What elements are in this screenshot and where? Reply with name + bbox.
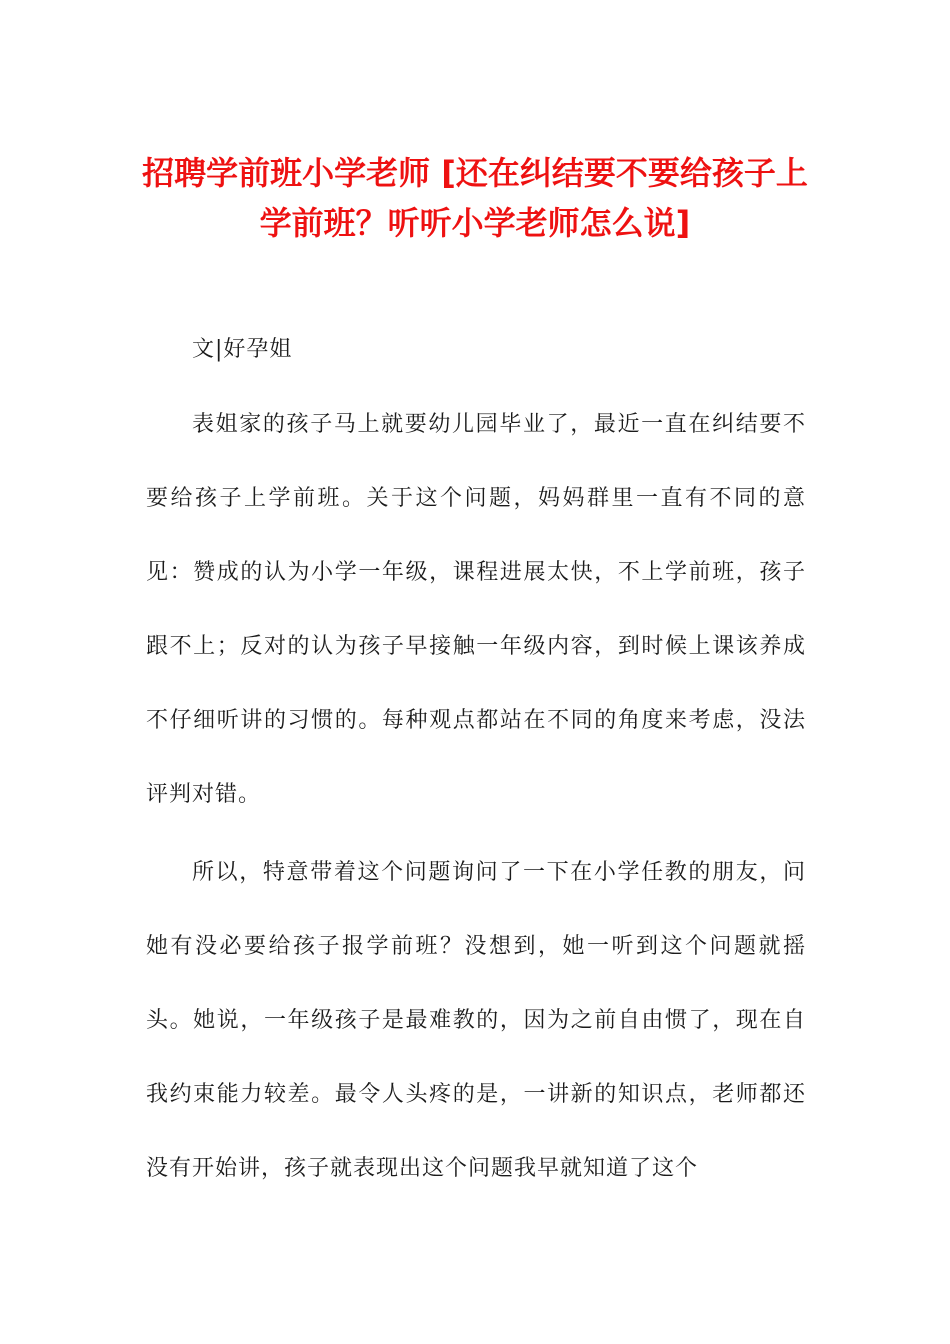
paragraph-2: 所以，特意带着这个问题询问了一下在小学任教的朋友，问她有没必要给孩子报学前班？没想到，她一听到这个问题就摇头。她说，一年级孩子是最难教的，因为之前自由惯了，现在自我约束能力较差。最令人头疼的是，一讲新的知识点，老师都还没有开始讲，孩子就表现出这个问题我早就知道了这个 (146, 860, 806, 1181)
author-byline: 文|好孕姐 (192, 337, 293, 362)
paragraph-1: 表姐家的孩子马上就要幼儿园毕业了，最近一直在纠结要不要给孩子上学前班。关于这个问题，妈妈群里一直有不同的意见：赞成的认为小学一年级，课程进展太快，不上学前班，孩子跟不上；反对的认为孩子早接触一年级内容，到时候上课该养成不仔细听讲的习惯的。每种观点都站在不同的角度来考虑，没法评判对错。 (146, 412, 806, 807)
document-title: 招聘学前班小学老师 [还在纠结要不要给孩子上学前班？听听小学老师怎么说] (142, 154, 808, 242)
